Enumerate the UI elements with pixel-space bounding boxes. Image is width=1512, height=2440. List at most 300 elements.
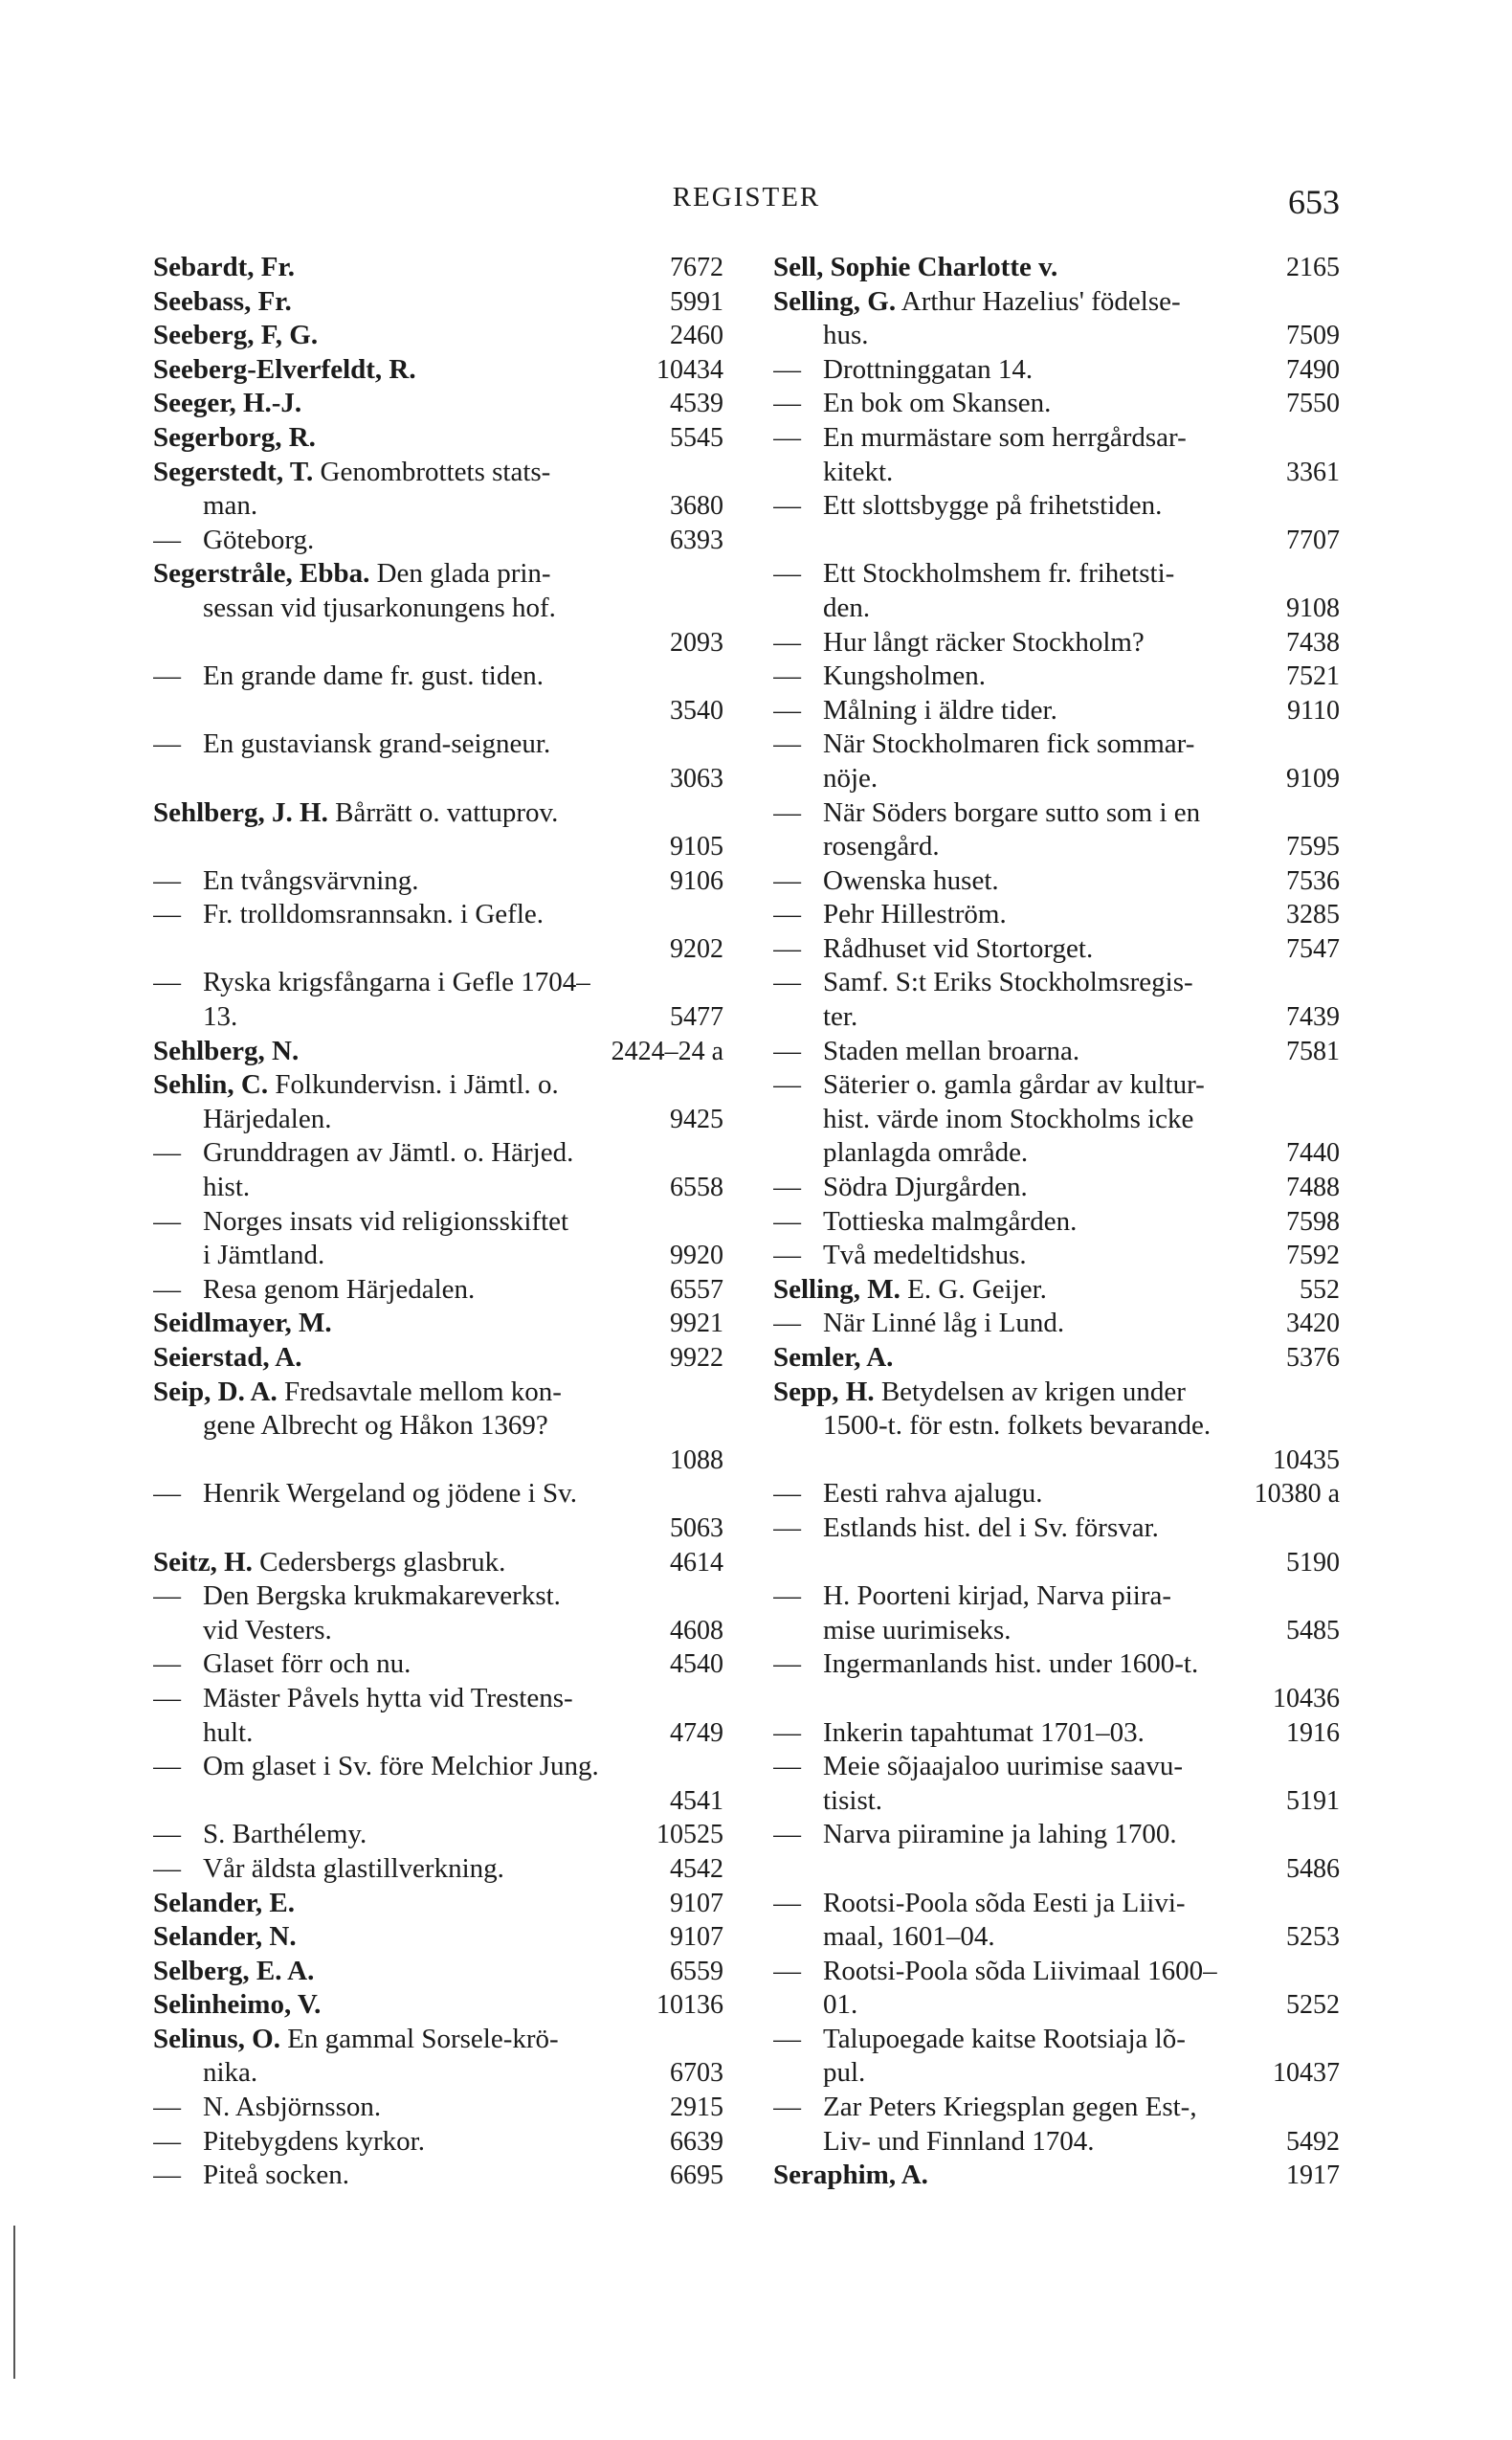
- entry-number: 5485: [1286, 1615, 1340, 1645]
- index-line: [773, 524, 1340, 558]
- entry-text-wrap: [773, 1068, 1205, 1103]
- entry-text-wrap: [153, 1136, 573, 1171]
- entry-text-wrap: [773, 1035, 1079, 1069]
- index-line: [153, 1546, 723, 1580]
- entry-number: 6559: [670, 1956, 723, 1986]
- entry-number: 552: [1300, 1274, 1340, 1305]
- page-number: 653: [1288, 183, 1340, 221]
- entry-number: 6639: [670, 2126, 723, 2157]
- entry-title: N. Asbjörnsson.: [203, 2092, 382, 2123]
- entry-number: 2093: [670, 627, 723, 658]
- entry-number: 9202: [670, 933, 723, 964]
- entry-text-wrap: [773, 660, 986, 694]
- entry-author: Seebass, Fr.: [153, 285, 292, 317]
- entry-text-wrap: [153, 1376, 562, 1410]
- entry-author: Seierstad, A.: [153, 1342, 302, 1373]
- entry-title: Vår äldsta glastillverkning.: [203, 1852, 504, 1884]
- entry-author: Seidlmayer, M.: [153, 1308, 332, 1339]
- entry-text-wrap: [153, 1477, 577, 1511]
- entry-text-wrap: [773, 353, 1033, 388]
- entry-text-wrap: [823, 592, 870, 626]
- dash-mark: —: [773, 1648, 801, 1680]
- entry-number: 5376: [1286, 1343, 1340, 1373]
- entry-text-wrap: [823, 1409, 1211, 1444]
- dash-mark: —: [773, 967, 801, 998]
- entry-text-wrap: [153, 456, 550, 490]
- entry-number: 7592: [1286, 1241, 1340, 1271]
- entry-author: Selinus, O.: [153, 2023, 280, 2054]
- dash-mark: —: [153, 524, 181, 555]
- entry-title: Ett Stockholmshem fr. frihetsti-: [823, 558, 1175, 590]
- entry-title: Resa genom Härjedalen.: [203, 1273, 476, 1305]
- index-line: [153, 2125, 723, 2160]
- index-line: [153, 1444, 723, 1478]
- entry-number: 4541: [670, 1785, 723, 1816]
- entry-number: 7547: [1286, 933, 1340, 964]
- index-line: [773, 489, 1340, 524]
- entry-title: E. G. Geijer.: [900, 1273, 1047, 1305]
- entry-number: 1917: [1286, 2160, 1340, 2191]
- index-line: [773, 1068, 1340, 1103]
- entry-text-wrap: [203, 1239, 324, 1273]
- entry-number: 9110: [1287, 695, 1340, 726]
- entry-text-wrap: [153, 1887, 295, 1921]
- entry-text-wrap: [153, 353, 416, 388]
- index-line: [773, 285, 1340, 320]
- entry-text-wrap: [773, 1716, 1145, 1751]
- entry-title: hus.: [823, 320, 869, 351]
- entry-number: 7509: [1286, 321, 1340, 351]
- dash-mark: —: [773, 421, 801, 453]
- entry-title: vid Vesters.: [203, 1614, 332, 1645]
- index-line: [773, 1307, 1340, 1341]
- entry-title: i Jämtland.: [203, 1240, 325, 1271]
- entry-title: hist. värde inom Stockholms icke: [823, 1103, 1194, 1134]
- entry-text-wrap: [153, 1307, 332, 1341]
- dash-mark: —: [773, 1887, 801, 1918]
- index-line: [773, 728, 1340, 762]
- entry-number: 2460: [670, 321, 723, 351]
- index-line: [153, 1920, 723, 1955]
- dash-mark: —: [773, 558, 801, 590]
- dash-mark: —: [773, 796, 801, 828]
- entry-title: rosengård.: [823, 831, 940, 862]
- entry-text-wrap: [153, 660, 544, 694]
- index-line: [153, 1818, 723, 1852]
- index-line: [153, 251, 723, 285]
- entry-number: 5063: [670, 1512, 723, 1543]
- entry-text-wrap: [773, 2023, 1186, 2057]
- entry-author: Selander, E.: [153, 1887, 295, 1918]
- index-line: [153, 1341, 723, 1376]
- entry-text-wrap: [773, 1887, 1186, 1921]
- dash-mark: —: [153, 1648, 181, 1680]
- dash-mark: —: [773, 626, 801, 658]
- entry-text-wrap: [823, 1136, 1028, 1171]
- entry-number: 6695: [670, 2160, 723, 2191]
- index-line: [773, 1955, 1340, 1989]
- index-line: [153, 1068, 723, 1103]
- page-header: [153, 182, 1340, 232]
- index-line: [153, 1716, 723, 1751]
- entry-author: Selberg, E. A.: [153, 1955, 315, 1986]
- entry-number: 3285: [1286, 900, 1340, 930]
- dash-mark: —: [773, 1716, 801, 1748]
- entry-title: Staden mellan broarna.: [823, 1035, 1080, 1066]
- index-line: [153, 966, 723, 1000]
- dash-mark: —: [153, 1580, 181, 1612]
- entry-title: 13.: [203, 1001, 238, 1033]
- index-line: [773, 387, 1340, 421]
- entry-title: Om glaset i Sv. före Melchior Jung.: [203, 1751, 599, 1782]
- entry-number: 5190: [1286, 1547, 1340, 1578]
- index-line: [153, 1614, 723, 1648]
- entry-title: Genombrottets stats-: [313, 456, 551, 487]
- entry-text-wrap: [153, 2091, 381, 2125]
- index-line: [153, 387, 723, 421]
- index-line: [153, 1239, 723, 1273]
- entry-text-wrap: [773, 1273, 1047, 1308]
- index-line: [153, 864, 723, 899]
- entry-text-wrap: [773, 1818, 1177, 1852]
- entry-text-wrap: [203, 1171, 250, 1205]
- entry-title: Ett slottsbygge på frihetstiden.: [823, 490, 1163, 522]
- entry-author: Sepp, H.: [773, 1376, 875, 1407]
- index-line: [773, 456, 1340, 490]
- entry-text-wrap: [153, 2125, 425, 2160]
- entry-number: 9921: [670, 1309, 723, 1339]
- index-line: [773, 1341, 1340, 1376]
- entry-title: 01.: [823, 1989, 858, 2021]
- entry-text-wrap: [823, 1784, 882, 1819]
- entry-text-wrap: [153, 1955, 314, 1989]
- entry-text-wrap: [823, 2056, 865, 2091]
- entry-title: Estlands hist. del i Sv. försvar.: [823, 1511, 1159, 1543]
- index-line: [773, 1376, 1340, 1410]
- index-column-left: [153, 251, 723, 2193]
- entry-title: hist.: [203, 1172, 251, 1203]
- entry-number: 9107: [670, 1888, 723, 1918]
- index-line: [153, 319, 723, 353]
- entry-text-wrap: [153, 319, 318, 353]
- entry-number: 5492: [1286, 2126, 1340, 2157]
- entry-number: 9106: [670, 865, 723, 896]
- entry-number: 7490: [1286, 354, 1340, 385]
- index-line: [153, 1955, 723, 1989]
- entry-text-wrap: [823, 830, 940, 864]
- index-line: [153, 524, 723, 558]
- entry-title: Owenska huset.: [823, 864, 999, 896]
- entry-text-wrap: [153, 728, 550, 762]
- index-line: [773, 2091, 1340, 2125]
- entry-number: 7707: [1286, 525, 1340, 555]
- entry-text-wrap: [153, 1988, 321, 2023]
- entry-text-wrap: [823, 1103, 1193, 1137]
- entry-number: 3680: [670, 491, 723, 522]
- entry-text-wrap: [773, 1341, 893, 1376]
- index-line: [773, 353, 1340, 388]
- entry-text-wrap: [153, 2159, 349, 2193]
- index-line: [773, 2056, 1340, 2091]
- entry-author: Selander, N.: [153, 1921, 297, 1953]
- dash-mark: —: [773, 1580, 801, 1612]
- dash-mark: —: [773, 388, 801, 419]
- index-line: [773, 830, 1340, 864]
- entry-title: Rådhuset vid Stortorget.: [823, 932, 1094, 964]
- dash-mark: —: [773, 728, 801, 760]
- entry-text-wrap: [153, 1546, 505, 1580]
- entry-title: Zar Peters Kriegsplan gegen Est-,: [823, 2092, 1197, 2123]
- index-line: [773, 1103, 1340, 1137]
- entry-title: Pitebygdens kyrkor.: [203, 2125, 425, 2157]
- entry-title: Fr. trolldomsrannsakn. i Gefle.: [203, 899, 545, 930]
- entry-title: Tottieska malmgården.: [823, 1205, 1078, 1237]
- dash-mark: —: [773, 694, 801, 726]
- entry-text-wrap: [773, 1205, 1077, 1240]
- index-line: [773, 1887, 1340, 1921]
- index-line: [153, 2023, 723, 2057]
- entry-text-wrap: [773, 1171, 1028, 1205]
- index-line: [773, 966, 1340, 1000]
- entry-number: 4540: [670, 1649, 723, 1680]
- entry-title: Två medeltidshus.: [823, 1240, 1027, 1271]
- index-line: [773, 1920, 1340, 1955]
- entry-title: maal, 1601–04.: [823, 1921, 995, 1953]
- index-line: [153, 1988, 723, 2023]
- entry-title: Kungsholmen.: [823, 660, 986, 692]
- index-line: [773, 1716, 1340, 1751]
- entry-text-wrap: [153, 898, 544, 932]
- entry-title: Arthur Hazelius' födelse-: [896, 285, 1181, 317]
- entry-number: 4749: [670, 1717, 723, 1748]
- entry-author: Sehlberg, N.: [153, 1035, 300, 1066]
- entry-text-wrap: [153, 1205, 568, 1240]
- entry-author: Selinheimo, V.: [153, 1989, 322, 2021]
- entry-text-wrap: [773, 285, 1181, 320]
- index-line: [153, 285, 723, 320]
- index-line: [153, 1647, 723, 1682]
- dash-mark: —: [773, 932, 801, 964]
- entry-title: Den Bergska krukmakareverkst.: [203, 1580, 561, 1612]
- entry-text-wrap: [153, 251, 295, 285]
- entry-text-wrap: [153, 1068, 559, 1103]
- dash-mark: —: [153, 899, 181, 930]
- dash-mark: —: [773, 1035, 801, 1066]
- entry-text-wrap: [153, 1920, 297, 1955]
- index-line: [153, 932, 723, 967]
- entry-title: Pehr Hilleström.: [823, 899, 1007, 930]
- entry-number: 6393: [670, 525, 723, 555]
- dash-mark: —: [773, 1205, 801, 1237]
- entry-text-wrap: [773, 421, 1187, 456]
- entry-author: Seeberg-Elverfeldt, R.: [153, 353, 416, 385]
- dash-mark: —: [153, 967, 181, 998]
- entry-title: Norges insats vid religionsskiftet: [203, 1205, 569, 1237]
- entry-text-wrap: [773, 1239, 1027, 1273]
- entry-number: 5991: [670, 286, 723, 317]
- entry-title: Cedersbergs glasbruk.: [252, 1546, 506, 1578]
- dash-mark: —: [153, 660, 181, 692]
- index-line: [153, 1887, 723, 1921]
- entry-text-wrap: [823, 1000, 857, 1035]
- entry-text-wrap: [203, 1103, 331, 1137]
- index-line: [773, 932, 1340, 967]
- entry-number: 5191: [1286, 1785, 1340, 1816]
- entry-text-wrap: [773, 796, 1200, 831]
- entry-title: 1500-t. för estn. folkets bevarande.: [823, 1410, 1212, 1442]
- index-line: [153, 1682, 723, 1716]
- dash-mark: —: [773, 1819, 801, 1850]
- dash-mark: —: [773, 1308, 801, 1339]
- entry-number: 3420: [1286, 1309, 1340, 1339]
- entry-number: 7438: [1286, 627, 1340, 658]
- entry-title: Bårrätt o. vattuprov.: [327, 796, 559, 828]
- entry-text-wrap: [153, 285, 292, 320]
- dash-mark: —: [153, 2125, 181, 2157]
- entry-number: 4614: [670, 1547, 723, 1578]
- index-line: [153, 626, 723, 660]
- entry-title: tisist.: [823, 1784, 883, 1816]
- index-line: [773, 1546, 1340, 1580]
- entry-number: 10437: [1273, 2058, 1340, 2089]
- entry-author: Seeberg, F, G.: [153, 320, 319, 351]
- entry-number: 9108: [1286, 593, 1340, 623]
- entry-number: 4608: [670, 1615, 723, 1645]
- entry-number: 10435: [1273, 1444, 1340, 1475]
- entry-number: 6557: [670, 1274, 723, 1305]
- entry-text-wrap: [203, 1409, 548, 1444]
- entry-number: 7598: [1286, 1206, 1340, 1237]
- index-line: [773, 762, 1340, 796]
- entry-author: Sebardt, Fr.: [153, 252, 295, 282]
- index-line: [773, 1035, 1340, 1069]
- entry-text-wrap: [773, 1376, 1186, 1410]
- entry-text-wrap: [773, 932, 1093, 967]
- index-line: [773, 2023, 1340, 2057]
- index-line: [153, 1376, 723, 1410]
- entry-number: 9109: [1286, 763, 1340, 794]
- entry-author: Segerstedt, T.: [153, 456, 314, 487]
- entry-text-wrap: [773, 489, 1162, 524]
- entry-title: mise uurimiseks.: [823, 1614, 1012, 1645]
- entry-author: Sehlin, C.: [153, 1069, 269, 1101]
- index-line: [153, 592, 723, 626]
- entry-number: 5253: [1286, 1922, 1340, 1953]
- entry-title: Liv- und Finnland 1704.: [823, 2125, 1095, 2157]
- entry-text-wrap: [153, 1818, 367, 1852]
- index-line: [773, 592, 1340, 626]
- entry-title: nöje.: [823, 762, 878, 794]
- entry-text-wrap: [823, 1920, 995, 1955]
- entry-title: En bok om Skansen.: [823, 388, 1052, 419]
- index-line: [153, 1511, 723, 1546]
- entry-text-wrap: [773, 626, 1145, 660]
- entry-title: Ryska krigsfångarna i Gefle 1704–: [203, 967, 590, 998]
- dash-mark: —: [773, 1511, 801, 1543]
- index-line: [773, 2159, 1340, 2193]
- entry-text-wrap: [153, 796, 558, 831]
- entry-number: 7440: [1286, 1138, 1340, 1169]
- index-line: [773, 2125, 1340, 2160]
- entry-number: 9922: [670, 1343, 723, 1373]
- entry-text-wrap: [773, 694, 1057, 728]
- entry-text-wrap: [773, 251, 1057, 285]
- index-line: [153, 1477, 723, 1511]
- entry-number: 9105: [670, 832, 723, 862]
- entry-title: kitekt.: [823, 456, 894, 487]
- index-line: [153, 830, 723, 864]
- index-line: [773, 1477, 1340, 1511]
- dash-mark: —: [153, 2092, 181, 2123]
- index-line: [153, 1205, 723, 1240]
- dash-mark: —: [153, 728, 181, 760]
- entry-title: ter.: [823, 1001, 858, 1033]
- index-line: [153, 2091, 723, 2125]
- index-line: [153, 2056, 723, 2091]
- index-line: [153, 1307, 723, 1341]
- entry-text-wrap: [153, 524, 314, 558]
- index-line: [773, 1171, 1340, 1205]
- entry-text-wrap: [773, 557, 1174, 592]
- dash-mark: —: [773, 1172, 801, 1203]
- index-line: [153, 1409, 723, 1444]
- entry-text-wrap: [153, 557, 551, 592]
- entry-title: den.: [823, 592, 871, 623]
- dash-mark: —: [773, 2023, 801, 2054]
- entry-number: 10436: [1273, 1683, 1340, 1713]
- entry-text-wrap: [823, 456, 893, 490]
- dash-mark: —: [773, 899, 801, 930]
- entry-number: 3361: [1286, 457, 1340, 487]
- entry-number: 5252: [1286, 1990, 1340, 2021]
- entry-title: En gustaviansk grand-seigneur.: [203, 728, 551, 760]
- entry-number: 7439: [1286, 1002, 1340, 1033]
- entry-title: Meie sõjaajaloo uurimise saavu-: [823, 1751, 1184, 1782]
- dash-mark: —: [773, 1478, 801, 1510]
- entry-number: 4539: [670, 389, 723, 419]
- index-line: [773, 421, 1340, 456]
- index-line: [773, 1205, 1340, 1240]
- entry-text-wrap: [823, 319, 869, 353]
- entry-title: H. Poorteni kirjad, Narva piira-: [823, 1580, 1172, 1612]
- entry-title: gene Albrecht og Håkon 1369?: [203, 1410, 548, 1442]
- entry-number: 10525: [656, 1820, 723, 1850]
- index-line: [153, 1136, 723, 1171]
- entry-author: Seitz, H.: [153, 1546, 253, 1578]
- entry-title: Härjedalen.: [203, 1103, 332, 1134]
- dash-mark: —: [773, 1240, 801, 1271]
- entry-text-wrap: [203, 2056, 257, 2091]
- entry-text-wrap: [773, 864, 999, 899]
- entry-number: 6703: [670, 2058, 723, 2089]
- index-line: [773, 1409, 1340, 1444]
- dash-mark: —: [773, 490, 801, 522]
- index-line: [773, 796, 1340, 831]
- entry-title: Södra Djurgården.: [823, 1172, 1028, 1203]
- entry-title: När Söders borgare sutto som i en: [823, 796, 1201, 828]
- index-line: [153, 1852, 723, 1887]
- index-line: [773, 1750, 1340, 1784]
- dash-mark: —: [773, 1955, 801, 1986]
- index-line: [773, 1614, 1340, 1648]
- entry-title: Målning i äldre tider.: [823, 694, 1057, 726]
- index-line: [773, 1988, 1340, 2023]
- index-line: [773, 1000, 1340, 1035]
- running-head: REGISTER: [672, 182, 821, 213]
- entry-text-wrap: [823, 1988, 857, 2023]
- entry-number: 5477: [670, 1002, 723, 1033]
- entry-text-wrap: [203, 1614, 332, 1648]
